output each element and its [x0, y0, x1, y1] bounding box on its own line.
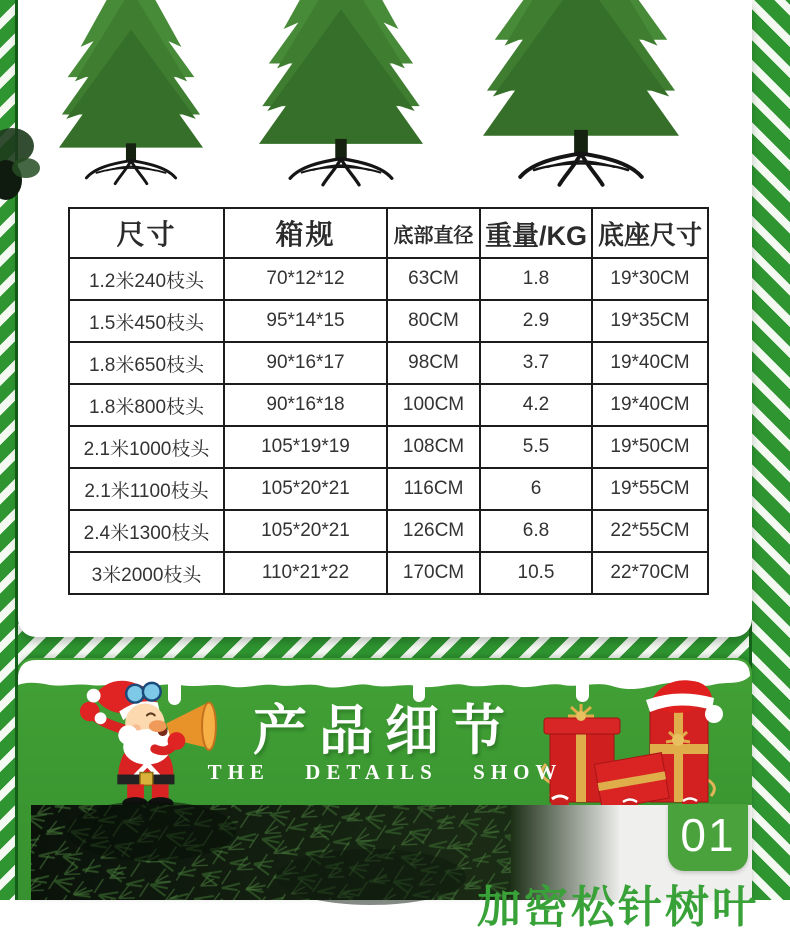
table-cell: 90*16*17: [224, 342, 387, 384]
detail-caption: 加密松针树叶: [477, 883, 759, 932]
banner-title: 产品细节: [253, 701, 517, 761]
spec-table-header: [69, 208, 708, 258]
table-cell: 95*14*15: [224, 300, 387, 342]
table-cell: 90*16*18: [224, 384, 387, 426]
table-cell: 108CM: [387, 426, 480, 468]
spec-table: [68, 207, 709, 595]
table-cell: 19*55CM: [592, 468, 708, 510]
table-cell: 105*19*19: [224, 426, 387, 468]
table-cell: 1.5米450枝头: [69, 300, 224, 342]
table-row: [69, 258, 708, 300]
table-row: [69, 552, 708, 594]
table-cell: 22*55CM: [592, 510, 708, 552]
christmas-trees-photo: [18, 0, 752, 196]
table-cell: 2.9: [480, 300, 592, 342]
table-cell: 3.7: [480, 342, 592, 384]
table-cell: 80CM: [387, 300, 480, 342]
gift-boxes-illustration: [538, 672, 722, 812]
details-banner: [18, 658, 759, 932]
table-row: [69, 468, 708, 510]
candy-stripe-border-right: [749, 0, 790, 900]
table-cell: 170CM: [387, 552, 480, 594]
column-header: 尺寸: [69, 208, 224, 258]
table-cell: 1.8米800枝头: [69, 384, 224, 426]
table-cell: 19*40CM: [592, 342, 708, 384]
table-cell: 22*70CM: [592, 552, 708, 594]
banner-subtitle: THE DETAILS SHOW: [207, 760, 563, 784]
table-row: [69, 342, 708, 384]
table-cell: 126CM: [387, 510, 480, 552]
column-header: 底座尺寸: [592, 208, 708, 258]
table-cell: 2.1米1000枝头: [69, 426, 224, 468]
table-cell: 6.8: [480, 510, 592, 552]
detail-photo-section: [31, 805, 759, 932]
table-cell: 4.2: [480, 384, 592, 426]
table-header-row: [69, 208, 708, 258]
table-row: [69, 510, 708, 552]
table-cell: 98CM: [387, 342, 480, 384]
tree-photo-large: [483, 0, 679, 185]
table-cell: 116CM: [387, 468, 480, 510]
table-cell: 63CM: [387, 258, 480, 300]
table-cell: 5.5: [480, 426, 592, 468]
table-cell: 19*30CM: [592, 258, 708, 300]
table-row: [69, 384, 708, 426]
table-cell: 100CM: [387, 384, 480, 426]
table-row: [69, 426, 708, 468]
table-cell: 110*21*22: [224, 552, 387, 594]
table-cell: 1.8: [480, 258, 592, 300]
table-cell: 1.2米240枝头: [69, 258, 224, 300]
table-cell: 1.8米650枝头: [69, 342, 224, 384]
table-cell: 105*20*21: [224, 468, 387, 510]
table-cell: 105*20*21: [224, 510, 387, 552]
table-cell: 19*50CM: [592, 426, 708, 468]
column-header: 箱规: [224, 208, 387, 258]
santa-claus-illustration: [58, 672, 220, 810]
table-cell: 10.5: [480, 552, 592, 594]
table-cell: 6: [480, 468, 592, 510]
column-header: 重量/KG: [480, 208, 592, 258]
table-cell: 2.4米1300枝头: [69, 510, 224, 552]
table-row: [69, 300, 708, 342]
tree-photo-medium: [259, 0, 423, 185]
column-header: 底部直径: [387, 208, 480, 258]
section-number-badge: 01: [668, 804, 748, 871]
table-cell: 3米2000枝头: [69, 552, 224, 594]
table-cell: 2.1米1100枝头: [69, 468, 224, 510]
product-info-panel: [18, 0, 752, 637]
tree-photo-small: [59, 0, 203, 184]
table-cell: 19*35CM: [592, 300, 708, 342]
table-cell: 19*40CM: [592, 384, 708, 426]
foliage-decoration: [0, 118, 60, 213]
table-cell: 70*12*12: [224, 258, 387, 300]
spec-table-body: [69, 258, 708, 594]
